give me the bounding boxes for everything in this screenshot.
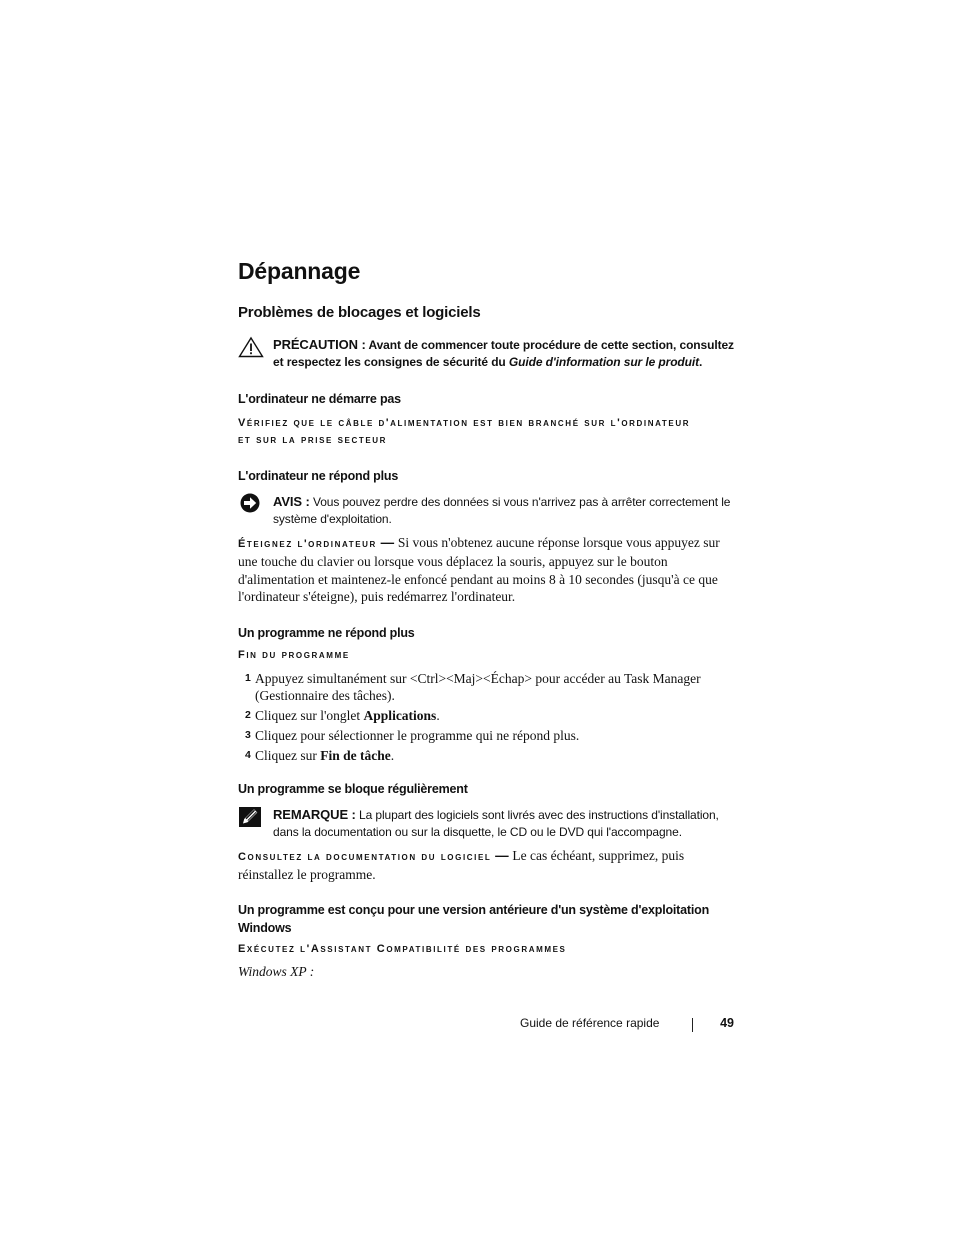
caution-note bbox=[238, 336, 738, 371]
caution-guide-title: Guide d'information sur le produit bbox=[508, 355, 700, 369]
remark-note bbox=[238, 806, 738, 841]
footer-title: Guide de référence rapide bbox=[520, 1016, 660, 1030]
remark-text: La plupart des logiciels sont livrés avec des instructions d'installation, dans la documentation ou sur la disquette, le CD ou le DVD qui l'accompagne. bbox=[273, 807, 719, 839]
step-2: 2 Cliquez sur l'onglet Applications. bbox=[245, 707, 440, 723]
remark-label: REMARQUE : bbox=[273, 806, 356, 822]
end-task-button-name: Fin de tâche bbox=[320, 747, 391, 763]
heading-not-responding: L'ordinateur ne répond plus bbox=[238, 469, 399, 483]
notice-arrow-icon bbox=[238, 493, 264, 515]
end-program-steps bbox=[238, 670, 738, 764]
page-content bbox=[238, 256, 738, 981]
step-4: 4 Cliquez sur Fin de tâche. bbox=[245, 747, 395, 763]
section-title: Problèmes de blocages et logiciels bbox=[238, 304, 481, 321]
consult-doc-paragraph bbox=[238, 847, 738, 884]
action-turn-off: Éteignez l'ordinateur bbox=[238, 538, 377, 550]
windows-xp-label: Windows XP : bbox=[238, 964, 315, 979]
heading-no-start: L'ordinateur ne démarre pas bbox=[238, 392, 401, 406]
action-line-1: Vérifiez que le câble d'alimentation est bien branché sur l'ordinateur bbox=[238, 417, 691, 429]
action-check-power-cable bbox=[238, 415, 738, 449]
caution-text-end: . bbox=[699, 355, 703, 369]
heading-program-crashes: Un programme se bloque régulièrement bbox=[238, 781, 468, 796]
page-number: 49 bbox=[720, 1016, 734, 1030]
action-end-program: Fin du programme bbox=[238, 648, 350, 661]
pencil-note-icon bbox=[238, 806, 264, 828]
action-compatibility-wizard: Exécutez l'Assistant Compatibilité des programmes bbox=[238, 943, 567, 955]
notice-text: Vous pouvez perdre des données si vous n'arrivez pas à arrêter correctement le système d'exploitation. bbox=[273, 495, 731, 526]
applications-tab-name: Applications bbox=[363, 707, 437, 723]
page-footer bbox=[518, 1014, 738, 1034]
action-line-2: et sur la prise secteur bbox=[238, 434, 388, 446]
turn-off-paragraph bbox=[238, 534, 738, 606]
caution-text-2: et respectez les consignes de sécurité du bbox=[273, 355, 509, 369]
step-1: 1 Appuyez simultanément sur <Ctrl><Maj><Échap> pour accéder au Task Manager (Gestionnaire des tâches). bbox=[245, 670, 701, 703]
chapter-title: Dépannage bbox=[238, 258, 361, 284]
notice-note bbox=[238, 493, 738, 528]
action-dash: — bbox=[376, 535, 398, 550]
caution-label: PRÉCAUTION : bbox=[273, 337, 366, 352]
consult-doc-text: Le cas échéant, supprimez, puis réinstallez le programme. bbox=[238, 847, 685, 882]
footer-separator bbox=[692, 1018, 693, 1032]
heading-program-not-responding: Un programme ne répond plus bbox=[238, 625, 415, 640]
step-3: 3 Cliquez pour sélectionner le programme qui ne répond plus. bbox=[245, 727, 580, 743]
caution-text-1: Avant de commencer toute procédure de cette section, consultez bbox=[365, 338, 734, 352]
notice-label: AVIS : bbox=[273, 494, 310, 509]
turn-off-text: Si vous n'obtenez aucune réponse lorsque vous appuyez sur une touche du clavier ou lorsque vous déplacez la souris, appuyez sur le bouton d'alimentation et maintenez-le enfoncé pendant au moins 8 à 10 secondes (jusqu'à ce que l'ordinateur s'éteigne), puis redémarrez l'ordinateur. bbox=[238, 535, 720, 604]
heading-older-windows: Un programme est conçu pour une version antérieure d'un système d'exploitation Windows bbox=[238, 903, 710, 935]
warning-triangle-icon bbox=[238, 336, 264, 358]
action-dash-2: — bbox=[491, 847, 513, 863]
action-consult-docs: Consultez la documentation du logiciel bbox=[238, 850, 492, 863]
